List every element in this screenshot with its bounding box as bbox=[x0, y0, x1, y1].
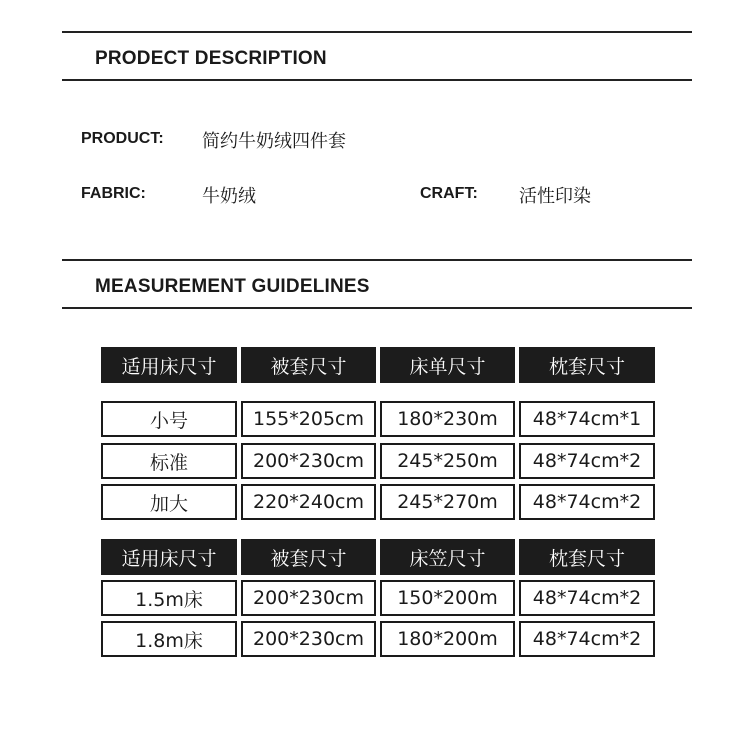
measurement-divider bbox=[62, 307, 692, 309]
table-cell: 48*74cm*1 bbox=[519, 401, 655, 437]
table-cell: 1.8m床 bbox=[101, 621, 237, 657]
top-divider bbox=[62, 31, 692, 33]
table-cell: 200*230cm bbox=[241, 621, 376, 657]
table-cell: 200*230cm bbox=[241, 443, 376, 479]
table1-header-pillowcase-size: 枕套尺寸 bbox=[519, 347, 655, 383]
fabric-label: FABRIC: bbox=[81, 185, 146, 202]
table-cell: 155*205cm bbox=[241, 401, 376, 437]
table-cell: 标准 bbox=[101, 443, 237, 479]
table-cell: 245*270m bbox=[380, 484, 515, 520]
table1-header-sheet-size: 床单尺寸 bbox=[380, 347, 515, 383]
table2-header-bed-size: 适用床尺寸 bbox=[101, 539, 237, 575]
table2-header-fitted-sheet-size: 床笠尺寸 bbox=[380, 539, 515, 575]
table-cell: 小号 bbox=[101, 401, 237, 437]
table-cell: 245*250m bbox=[380, 443, 515, 479]
measurement-top-divider bbox=[62, 259, 692, 261]
table-cell: 200*230cm bbox=[241, 580, 376, 616]
table1-header-duvet-size: 被套尺寸 bbox=[241, 347, 376, 383]
table2-header-pillowcase-size: 枕套尺寸 bbox=[519, 539, 655, 575]
table-cell: 1.5m床 bbox=[101, 580, 237, 616]
table1-header-bed-size: 适用床尺寸 bbox=[101, 347, 237, 383]
table-cell: 48*74cm*2 bbox=[519, 443, 655, 479]
table-cell: 220*240cm bbox=[241, 484, 376, 520]
table-cell: 150*200m bbox=[380, 580, 515, 616]
table-cell: 180*230m bbox=[380, 401, 515, 437]
table-cell: 48*74cm*2 bbox=[519, 580, 655, 616]
product-description-divider bbox=[62, 79, 692, 81]
product-value: 简约牛奶绒四件套 bbox=[202, 131, 346, 152]
measurement-heading: MEASUREMENT GUIDELINES bbox=[95, 276, 370, 297]
craft-label: CRAFT: bbox=[420, 185, 478, 202]
product-description-heading: PRODECT DESCRIPTION bbox=[95, 48, 327, 69]
table-cell: 180*200m bbox=[380, 621, 515, 657]
fabric-value: 牛奶绒 bbox=[202, 186, 256, 207]
table-cell: 48*74cm*2 bbox=[519, 621, 655, 657]
craft-value: 活性印染 bbox=[519, 186, 591, 207]
table-cell: 加大 bbox=[101, 484, 237, 520]
table-cell: 48*74cm*2 bbox=[519, 484, 655, 520]
table2-header-duvet-size: 被套尺寸 bbox=[241, 539, 376, 575]
product-label: PRODUCT: bbox=[81, 130, 164, 147]
